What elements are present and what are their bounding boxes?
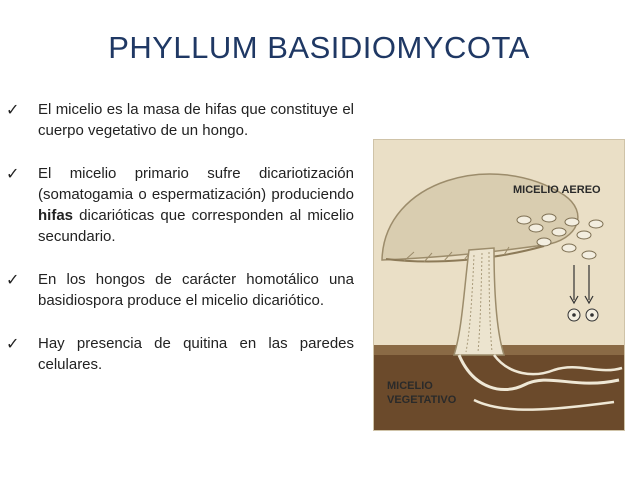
checkmark-icon: ✓ — [6, 164, 20, 183]
bullet-item — [6, 333, 354, 375]
bullet-text: En los hongos de carácter homotálico una basidiospora produce el micelio dicariótico. — [38, 271, 354, 309]
checkmark-icon: ✓ — [6, 100, 20, 119]
label-micelio-aereo: MICELIO AEREO — [513, 184, 601, 196]
bullet-item — [6, 269, 354, 311]
slide-title: PHYLLUM BASIDIOMYCOTA — [108, 30, 530, 65]
bullet-text: El micelio es la masa de hifas que constituye el cuerpo vegetativo de un hongo. — [38, 101, 354, 139]
label-line: MICELIO — [387, 380, 433, 392]
bullet-list — [6, 99, 354, 397]
bullet-text: Hay presencia de quitina en las paredes celulares. — [38, 335, 354, 373]
mushroom-illustration — [373, 139, 625, 431]
nucleus-dot — [572, 313, 576, 317]
bullet-item — [6, 99, 354, 141]
bullet-item — [6, 163, 354, 247]
label-line: VEGETATIVO — [387, 394, 457, 406]
checkmark-icon: ✓ — [6, 270, 20, 289]
bullet-text-part: El micelio primario sufre dicariotización (somatogamia o espermatización) produciendo — [38, 165, 354, 203]
bullet-text — [38, 165, 354, 245]
arrow-lines — [574, 265, 589, 300]
nucleus-dot — [590, 313, 594, 317]
bullet-bold-term: hifas — [38, 207, 74, 224]
label-micelio-vegetativo — [387, 379, 477, 407]
checkmark-icon: ✓ — [6, 334, 20, 353]
bullet-text-part: dicarióticas que corresponden al micelio secundario. — [38, 207, 354, 245]
